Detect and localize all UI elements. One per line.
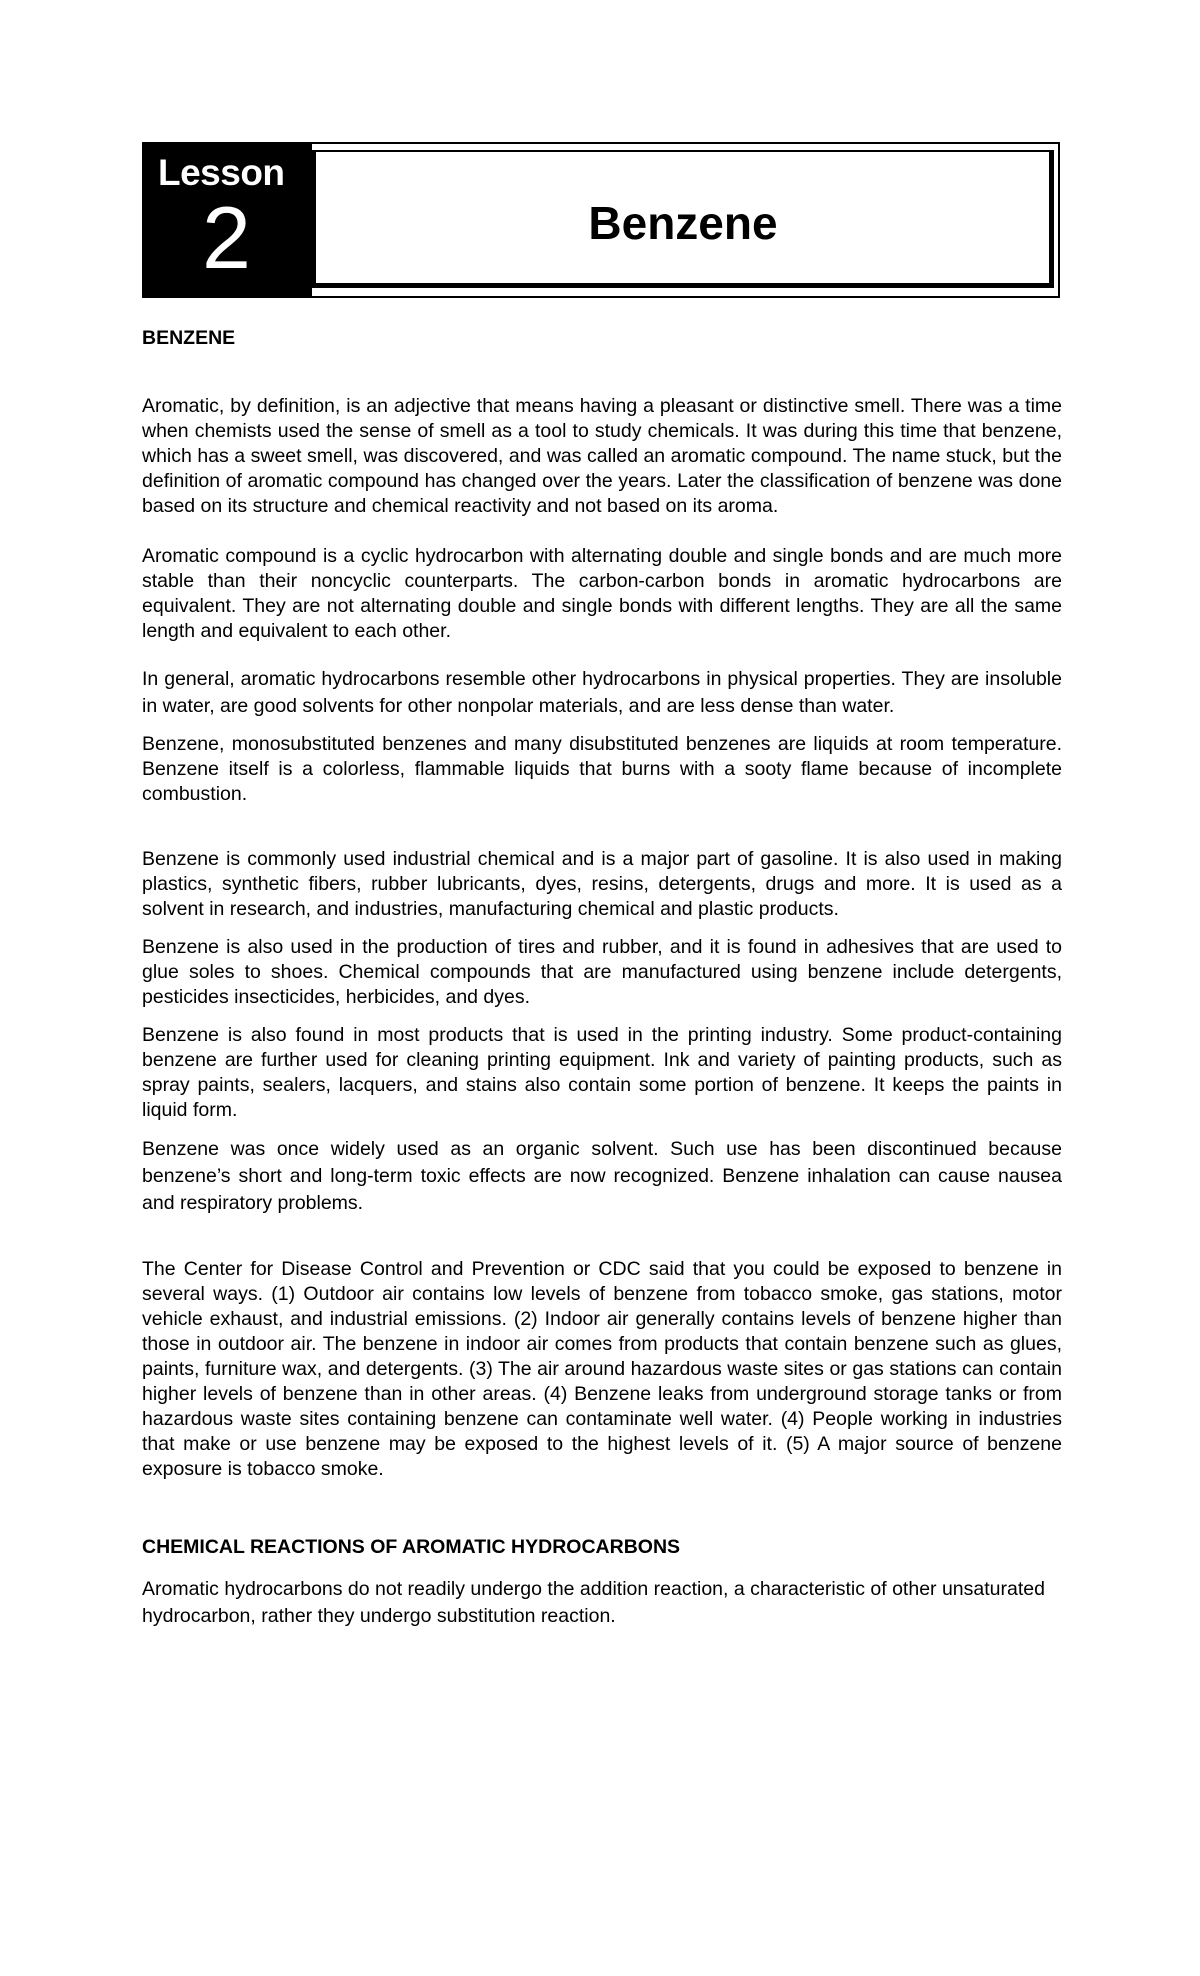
lesson-title: Benzene — [588, 197, 778, 249]
lesson-badge — [144, 144, 312, 296]
paragraph: Aromatic compound is a cyclic hydrocarbon with alternating double and single bonds and are much more stable than their noncyclic counterparts. The carbon-carbon bonds in aromatic hydrocarbons are equivalent. They are not alternating double and single bonds with different lengths. They are all the same length and equivalent to each other. — [142, 545, 1062, 642]
paragraph: Aromatic, by definition, is an adjective that means having a pleasant or distinctive smell. There was a time when chemists used the sense of smell as a tool to study chemicals. It was during this time that benzene, which has a sweet smell, was discovered, and was called an aromatic compound. The name stuck, but the definition of aromatic compound has changed over the years. Later the classification of benzene was done based on its structure and chemical reactivity and not based on its aroma. — [142, 395, 1062, 517]
paragraph: Benzene is also found in most products that is used in the printing industry. Some product-containing benzene are further used for cleaning printing equipment. Ink and variety of painting products, such as spray paints, sealers, lacquers, and stains also contain some portion of benzene. It keeps the paints in liquid form. — [142, 1024, 1062, 1121]
lesson-header — [142, 142, 1060, 298]
paragraph: Benzene, monosubstituted benzenes and many disubstituted benzenes are liquids at room temperature. Benzene itself is a colorless, flammable liquids that burns with a sooty flame because of incomplete combustion. — [142, 733, 1062, 805]
paragraph: Benzene is commonly used industrial chemical and is a major part of gasoline. It is also used in making plastics, synthetic fibers, rubber lubricants, dyes, resins, detergents, drugs and more. It is used as a solvent in research, and industries, manufacturing chemical and plastic products. — [142, 848, 1062, 920]
paragraph: In general, aromatic hydrocarbons resemble other hydrocarbons in physical properties. They are insoluble in water, are good solvents for other nonpolar materials, and are less dense than water. — [142, 668, 1062, 717]
section-heading-benzene: BENZENE — [142, 327, 236, 349]
paragraph: Benzene was once widely used as an organic solvent. Such use has been discontinued because benzene’s short and long-term toxic effects are now recognized. Benzene inhalation can cause nausea and respiratory problems. — [142, 1138, 1062, 1214]
lesson-content — [142, 326, 1062, 1630]
paragraph: The Center for Disease Control and Prevention or CDC said that you could be exposed to benzene in several ways. (1) Outdoor air contains low levels of benzene from tobacco smoke, gas stations, motor vehicle exhaust, and industrial emissions. (2) Indoor air generally contains levels of benzene higher than those in outdoor air. The benzene in indoor air comes from products that contain benzene such as glues, paints, furniture wax, and detergents. (3) The air around hazardous waste sites or gas stations can contain higher levels of benzene than in other areas. (4) Benzene leaks from underground storage tanks or from hazardous waste sites containing benzene can contaminate well water. (4) People working in industries that make or use benzene may be exposed to the highest levels of it. (5) A major source of benzene exposure is tobacco smoke. — [142, 1258, 1062, 1480]
paragraph: Benzene is also used in the production of tires and rubber, and it is found in adhesives that are used to glue soles to shoes. Chemical compounds that are manufactured using benzene include detergents, pesticides insecticides, herbicides, and dyes. — [142, 936, 1062, 1008]
paragraph: Aromatic hydrocarbons do not readily undergo the addition reaction, a characteristic of other unsaturated hydrocarbon, rather they undergo substitution reaction. — [142, 1578, 1045, 1627]
section-heading-chemical-reactions: CHEMICAL REACTIONS OF AROMATIC HYDROCARBONS — [142, 1536, 681, 1558]
title-box — [312, 150, 1054, 288]
lesson-label: Lesson — [158, 152, 285, 193]
lesson-number: 2 — [202, 188, 251, 287]
